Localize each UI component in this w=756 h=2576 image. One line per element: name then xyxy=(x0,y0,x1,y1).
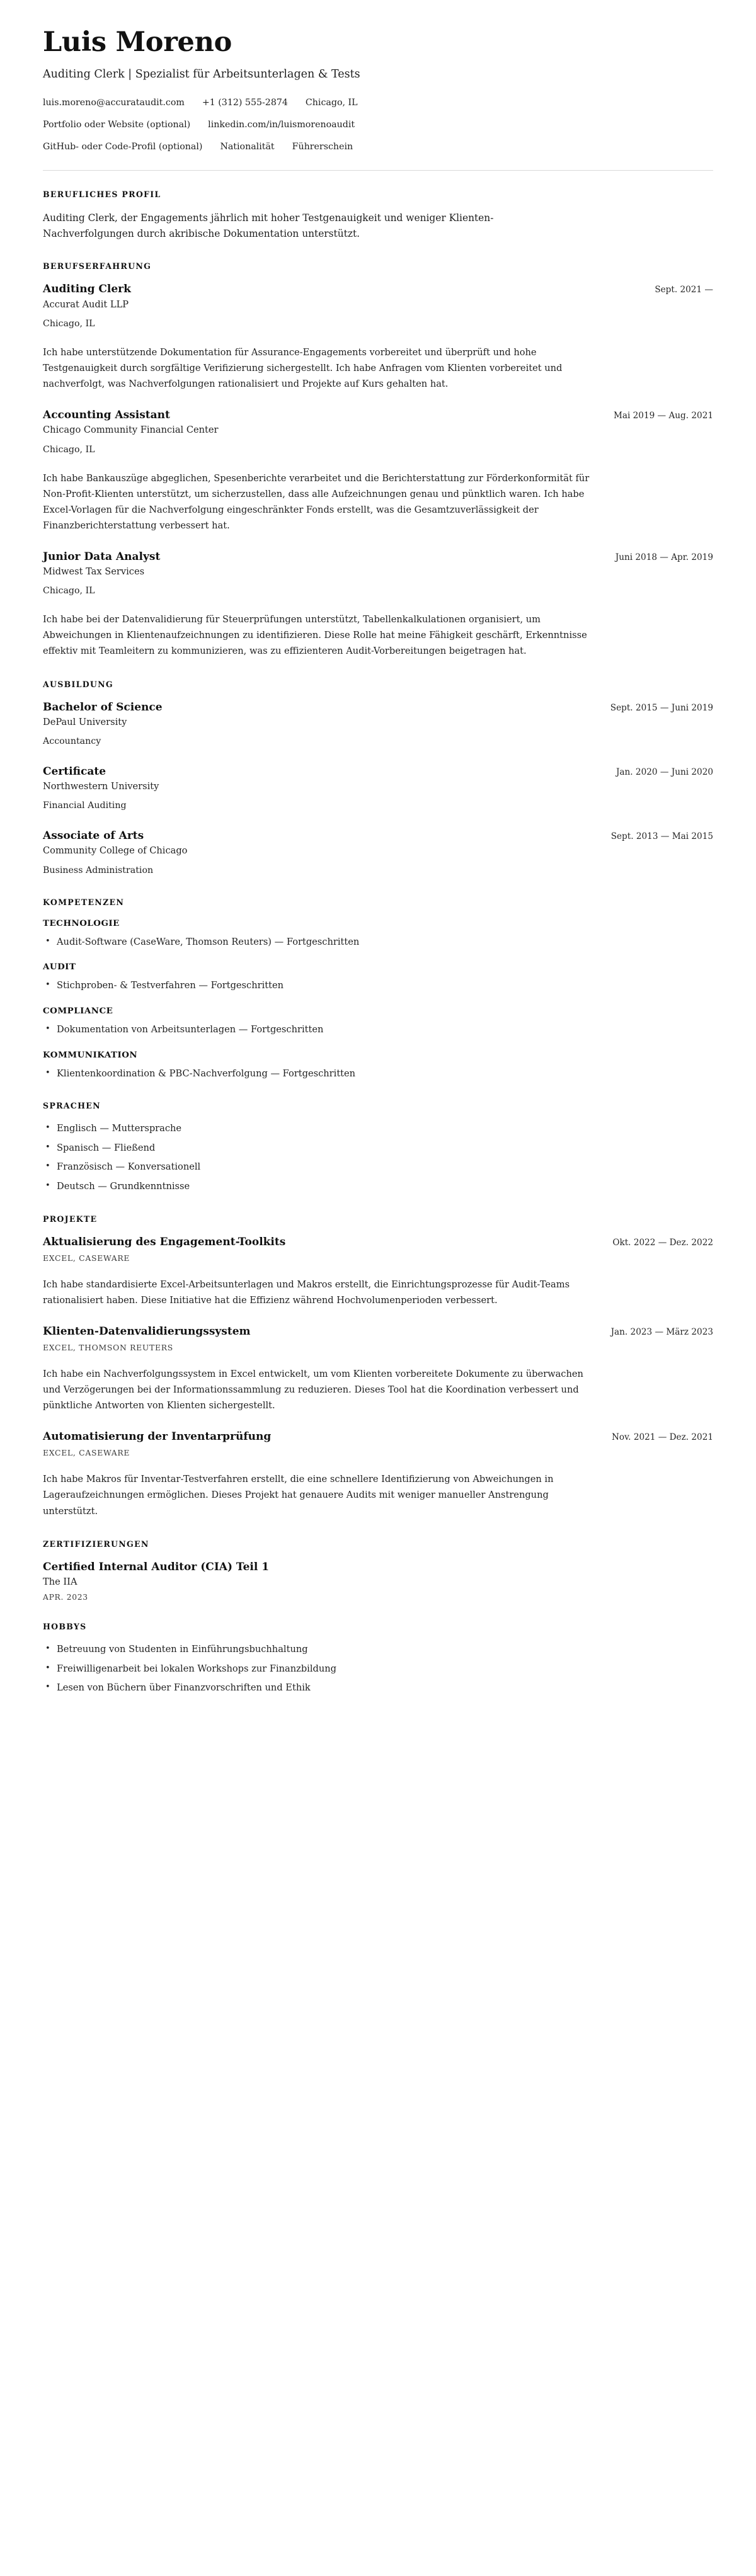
project-date-range: Okt. 2022 — Dez. 2022 xyxy=(612,1237,713,1248)
skill-category-label: AUDIT xyxy=(43,962,76,972)
skill-list xyxy=(43,979,713,993)
project-date-range: Jan. 2023 — März 2023 xyxy=(610,1326,713,1337)
job-company: Accurat Audit LLP xyxy=(43,299,129,310)
language-item: • Spanisch — Fließend xyxy=(43,1141,713,1156)
email-text: luis.moreno@accurataudit.com xyxy=(43,98,185,108)
degree-name: Certificate xyxy=(43,765,106,778)
project-description: Ich habe Makros für Inventar-Testverfahren erstellt, die eine schnellere Identifizierung von Abweichungen in Lageraufzeichnungen ermöglichen. Dieses Projekt hat genauere Audits mit weniger manueller Anstrengung unterstützt. xyxy=(43,1474,554,1517)
language-item: • Deutsch — Grundkenntnisse xyxy=(43,1180,713,1194)
degree-date-range: Sept. 2013 — Mai 2015 xyxy=(610,831,713,842)
project-entry xyxy=(43,1235,713,1308)
hobby-item: • Lesen von Büchern über Finanzvorschriften und Ethik xyxy=(43,1681,713,1695)
language-item: • Englisch — Muttersprache xyxy=(43,1122,713,1136)
project-date-range: Nov. 2021 — Dez. 2021 xyxy=(612,1432,713,1443)
section-hobbies xyxy=(43,1622,713,1695)
skill-list xyxy=(43,1023,713,1037)
experience-entry-head xyxy=(43,550,713,564)
language-item: • Französisch — Konversationell xyxy=(43,1160,713,1175)
skill-list xyxy=(43,1067,713,1081)
job-company: Midwest Tax Services xyxy=(43,566,145,577)
field-of-study: Accountancy xyxy=(43,736,101,747)
experience-entry xyxy=(43,408,713,533)
project-tech-tags: EXCEL, THOMSON REUTERS xyxy=(43,1343,173,1352)
skill-group-audit xyxy=(43,962,713,993)
location-text: Chicago, IL xyxy=(305,98,358,108)
project-entry xyxy=(43,1325,713,1413)
section-experience xyxy=(43,261,713,659)
certification-name: Certified Internal Auditor (CIA) Teil 1 xyxy=(43,1560,270,1573)
project-entry xyxy=(43,1430,713,1519)
job-company: Chicago Community Financial Center xyxy=(43,425,219,436)
resume-header xyxy=(43,28,713,154)
degree-name: Bachelor of Science xyxy=(43,700,163,714)
project-tech-tags: EXCEL, CASEWARE xyxy=(43,1448,130,1458)
section-certifications xyxy=(43,1539,713,1602)
education-entry-head xyxy=(43,765,713,778)
section-heading-projects: PROJEKTE xyxy=(43,1214,98,1224)
section-skills xyxy=(43,898,713,1081)
school-name: Northwestern University xyxy=(43,781,159,792)
project-name: Automatisierung der Inventarprüfung xyxy=(43,1430,272,1444)
section-languages xyxy=(43,1101,713,1194)
education-entry xyxy=(43,700,713,748)
section-heading-hobbies: HOBBYS xyxy=(43,1622,87,1632)
job-role: Junior Data Analyst xyxy=(43,550,161,563)
section-education xyxy=(43,680,713,877)
phone-text: +1 (312) 555-2874 xyxy=(202,98,288,108)
skill-group-compliance xyxy=(43,1006,713,1037)
section-heading-profile: BERUFLICHES PROFIL xyxy=(43,189,161,199)
job-description: Ich habe bei der Datenvalidierung für Steuerprüfungen unterstützt, Tabellenkalkulationen organisiert, um Abweichungen in Klientenaufzeichnungen zu identifizieren. Diese Rolle hat meine Fähigkeit geschärft, Erkenntnisse effektiv mit Teamleitern zu kommunizieren, was zu effizienteren Audit-Vorbereitungen beigetragen hat. xyxy=(43,614,587,657)
linkedin-text: linkedin.com/in/luismorenoaudit xyxy=(208,120,355,130)
job-role: Auditing Clerk xyxy=(43,283,131,296)
experience-entry-head xyxy=(43,408,713,422)
profile-summary-text: Auditing Clerk, der Engagements jährlich mit hoher Testgenauigkeit und weniger Klienten-Nachverfolgungen durch akribische Dokumentation unterstützt. xyxy=(43,212,494,239)
job-description: Ich habe unterstützende Dokumentation für Assurance-Engagements vorbereitet und überprüft und hohe Testgenauigkeit durch sorgfältige Verifizierung sichergestellt. Ich habe Anfragen vom Klienten vorbereitet und nachverfolgt, was Nachverfolgungen rationalisiert und Projekte auf Kurs gehalten hat. xyxy=(43,346,563,390)
contact-row-extra xyxy=(43,141,713,153)
hobby-item: • Freiwilligenarbeit bei lokalen Workshops zur Finanzbildung xyxy=(43,1662,713,1677)
skill-group-communication xyxy=(43,1050,713,1081)
skill-item: • Stichproben- & Testverfahren — Fortgeschritten xyxy=(43,979,713,993)
section-heading-experience: BERUFSERFAHRUNG xyxy=(43,261,152,271)
certification-entry-head xyxy=(43,1560,713,1574)
contact-row-primary xyxy=(43,97,713,109)
education-entry-head xyxy=(43,700,713,714)
skill-category-label: KOMMUNIKATION xyxy=(43,1049,138,1060)
header-divider xyxy=(43,170,713,171)
degree-date-range: Sept. 2015 — Juni 2019 xyxy=(610,702,713,713)
project-description: Ich habe ein Nachverfolgungssystem in Excel entwickelt, um vom Klienten vorbereitete Dokumente zu überwachen und Verzögerungen bei der Informationssammlung zu reduzieren. Dieses Tool hat die Koordination verbessert und pünktliche Antworten von Klienten sichergestellt. xyxy=(43,1369,583,1411)
page-title: Luis Moreno xyxy=(43,26,232,58)
education-entry-head xyxy=(43,829,713,843)
skill-item: • Dokumentation von Arbeitsunterlagen — Fortgeschritten xyxy=(43,1023,713,1037)
github-text: GitHub- oder Code-Profil (optional) xyxy=(43,142,203,152)
degree-date-range: Jan. 2020 — Juni 2020 xyxy=(616,767,713,777)
section-heading-education: AUSBILDUNG xyxy=(43,679,113,689)
project-tech-tags: EXCEL, CASEWARE xyxy=(43,1253,130,1263)
degree-name: Associate of Arts xyxy=(43,829,144,843)
job-date-range: Sept. 2021 — xyxy=(655,285,713,295)
education-entry xyxy=(43,829,713,877)
skill-item: • Klientenkoordination & PBC-Nachverfolgung — Fortgeschritten xyxy=(43,1067,713,1081)
project-name: Klienten-Datenvalidierungssystem xyxy=(43,1325,251,1338)
experience-entry-head xyxy=(43,282,713,296)
project-description: Ich habe standardisierte Excel-Arbeitsunterlagen und Makros erstellt, die Einrichtungsprozesse für Audit-Teams rationalisiert haben. Diese Initiative hat die Effizienz während Hochvolumenperioden verbessert. xyxy=(43,1279,570,1306)
certification-issuer: The IIA xyxy=(43,1576,77,1587)
education-entry xyxy=(43,765,713,812)
skill-category-label: COMPLIANCE xyxy=(43,1005,113,1016)
language-list xyxy=(43,1122,713,1194)
certification-entry xyxy=(43,1560,713,1602)
field-of-study: Business Administration xyxy=(43,865,154,875)
skill-list xyxy=(43,935,713,950)
field-of-study: Financial Auditing xyxy=(43,801,127,811)
certification-date: APR. 2023 xyxy=(43,1593,88,1602)
job-date-range: Juni 2018 — Apr. 2019 xyxy=(615,552,713,562)
contact-row-web xyxy=(43,119,713,131)
section-profile xyxy=(43,190,713,242)
section-heading-certifications: ZERTIFIZIERUNGEN xyxy=(43,1539,149,1549)
project-entry-head xyxy=(43,1235,713,1249)
hobby-list xyxy=(43,1643,713,1695)
nationality-text: Nationalität xyxy=(220,142,275,152)
project-entry-head xyxy=(43,1430,713,1444)
project-entry-head xyxy=(43,1325,713,1338)
job-location: Chicago, IL xyxy=(43,444,95,455)
skill-group-technology xyxy=(43,918,713,950)
section-projects xyxy=(43,1214,713,1519)
job-description: Ich habe Bankauszüge abgeglichen, Spesenberichte verarbeitet und die Berichterstattung zur Förderkonformität für Non-Profit-Klienten unterstützt, um sicherzustellen, dass alle Aufzeichnungen genau und pünktlich waren. Ich habe Excel-Vorlagen für die Nachverfolgung eingeschränkter Fonds erstellt, was die Gesamtzuverlässigkeit der Finanzberichterstattung verbessert hat. xyxy=(43,472,590,531)
project-name: Aktualisierung des Engagement-Toolkits xyxy=(43,1235,286,1248)
driving-licence-text: Führerschein xyxy=(292,142,353,152)
job-role: Accounting Assistant xyxy=(43,409,170,422)
experience-entry xyxy=(43,550,713,659)
experience-entry xyxy=(43,282,713,392)
skill-item: • Audit-Software (CaseWare, Thomson Reuters) — Fortgeschritten xyxy=(43,935,713,950)
section-heading-skills: KOMPETENZEN xyxy=(43,897,125,907)
skill-category-label: TECHNOLOGIE xyxy=(43,918,120,928)
section-heading-languages: SPRACHEN xyxy=(43,1101,101,1111)
hobby-item: • Betreuung von Studenten in Einführungsbuchhaltung xyxy=(43,1643,713,1657)
school-name: DePaul University xyxy=(43,716,127,727)
job-location: Chicago, IL xyxy=(43,586,95,596)
school-name: Community College of Chicago xyxy=(43,845,188,857)
professional-headline: Auditing Clerk | Spezialist für Arbeitsunterlagen & Tests xyxy=(43,68,360,81)
job-date-range: Mai 2019 — Aug. 2021 xyxy=(613,411,713,421)
portfolio-text: Portfolio oder Website (optional) xyxy=(43,120,191,130)
job-location: Chicago, IL xyxy=(43,318,95,329)
